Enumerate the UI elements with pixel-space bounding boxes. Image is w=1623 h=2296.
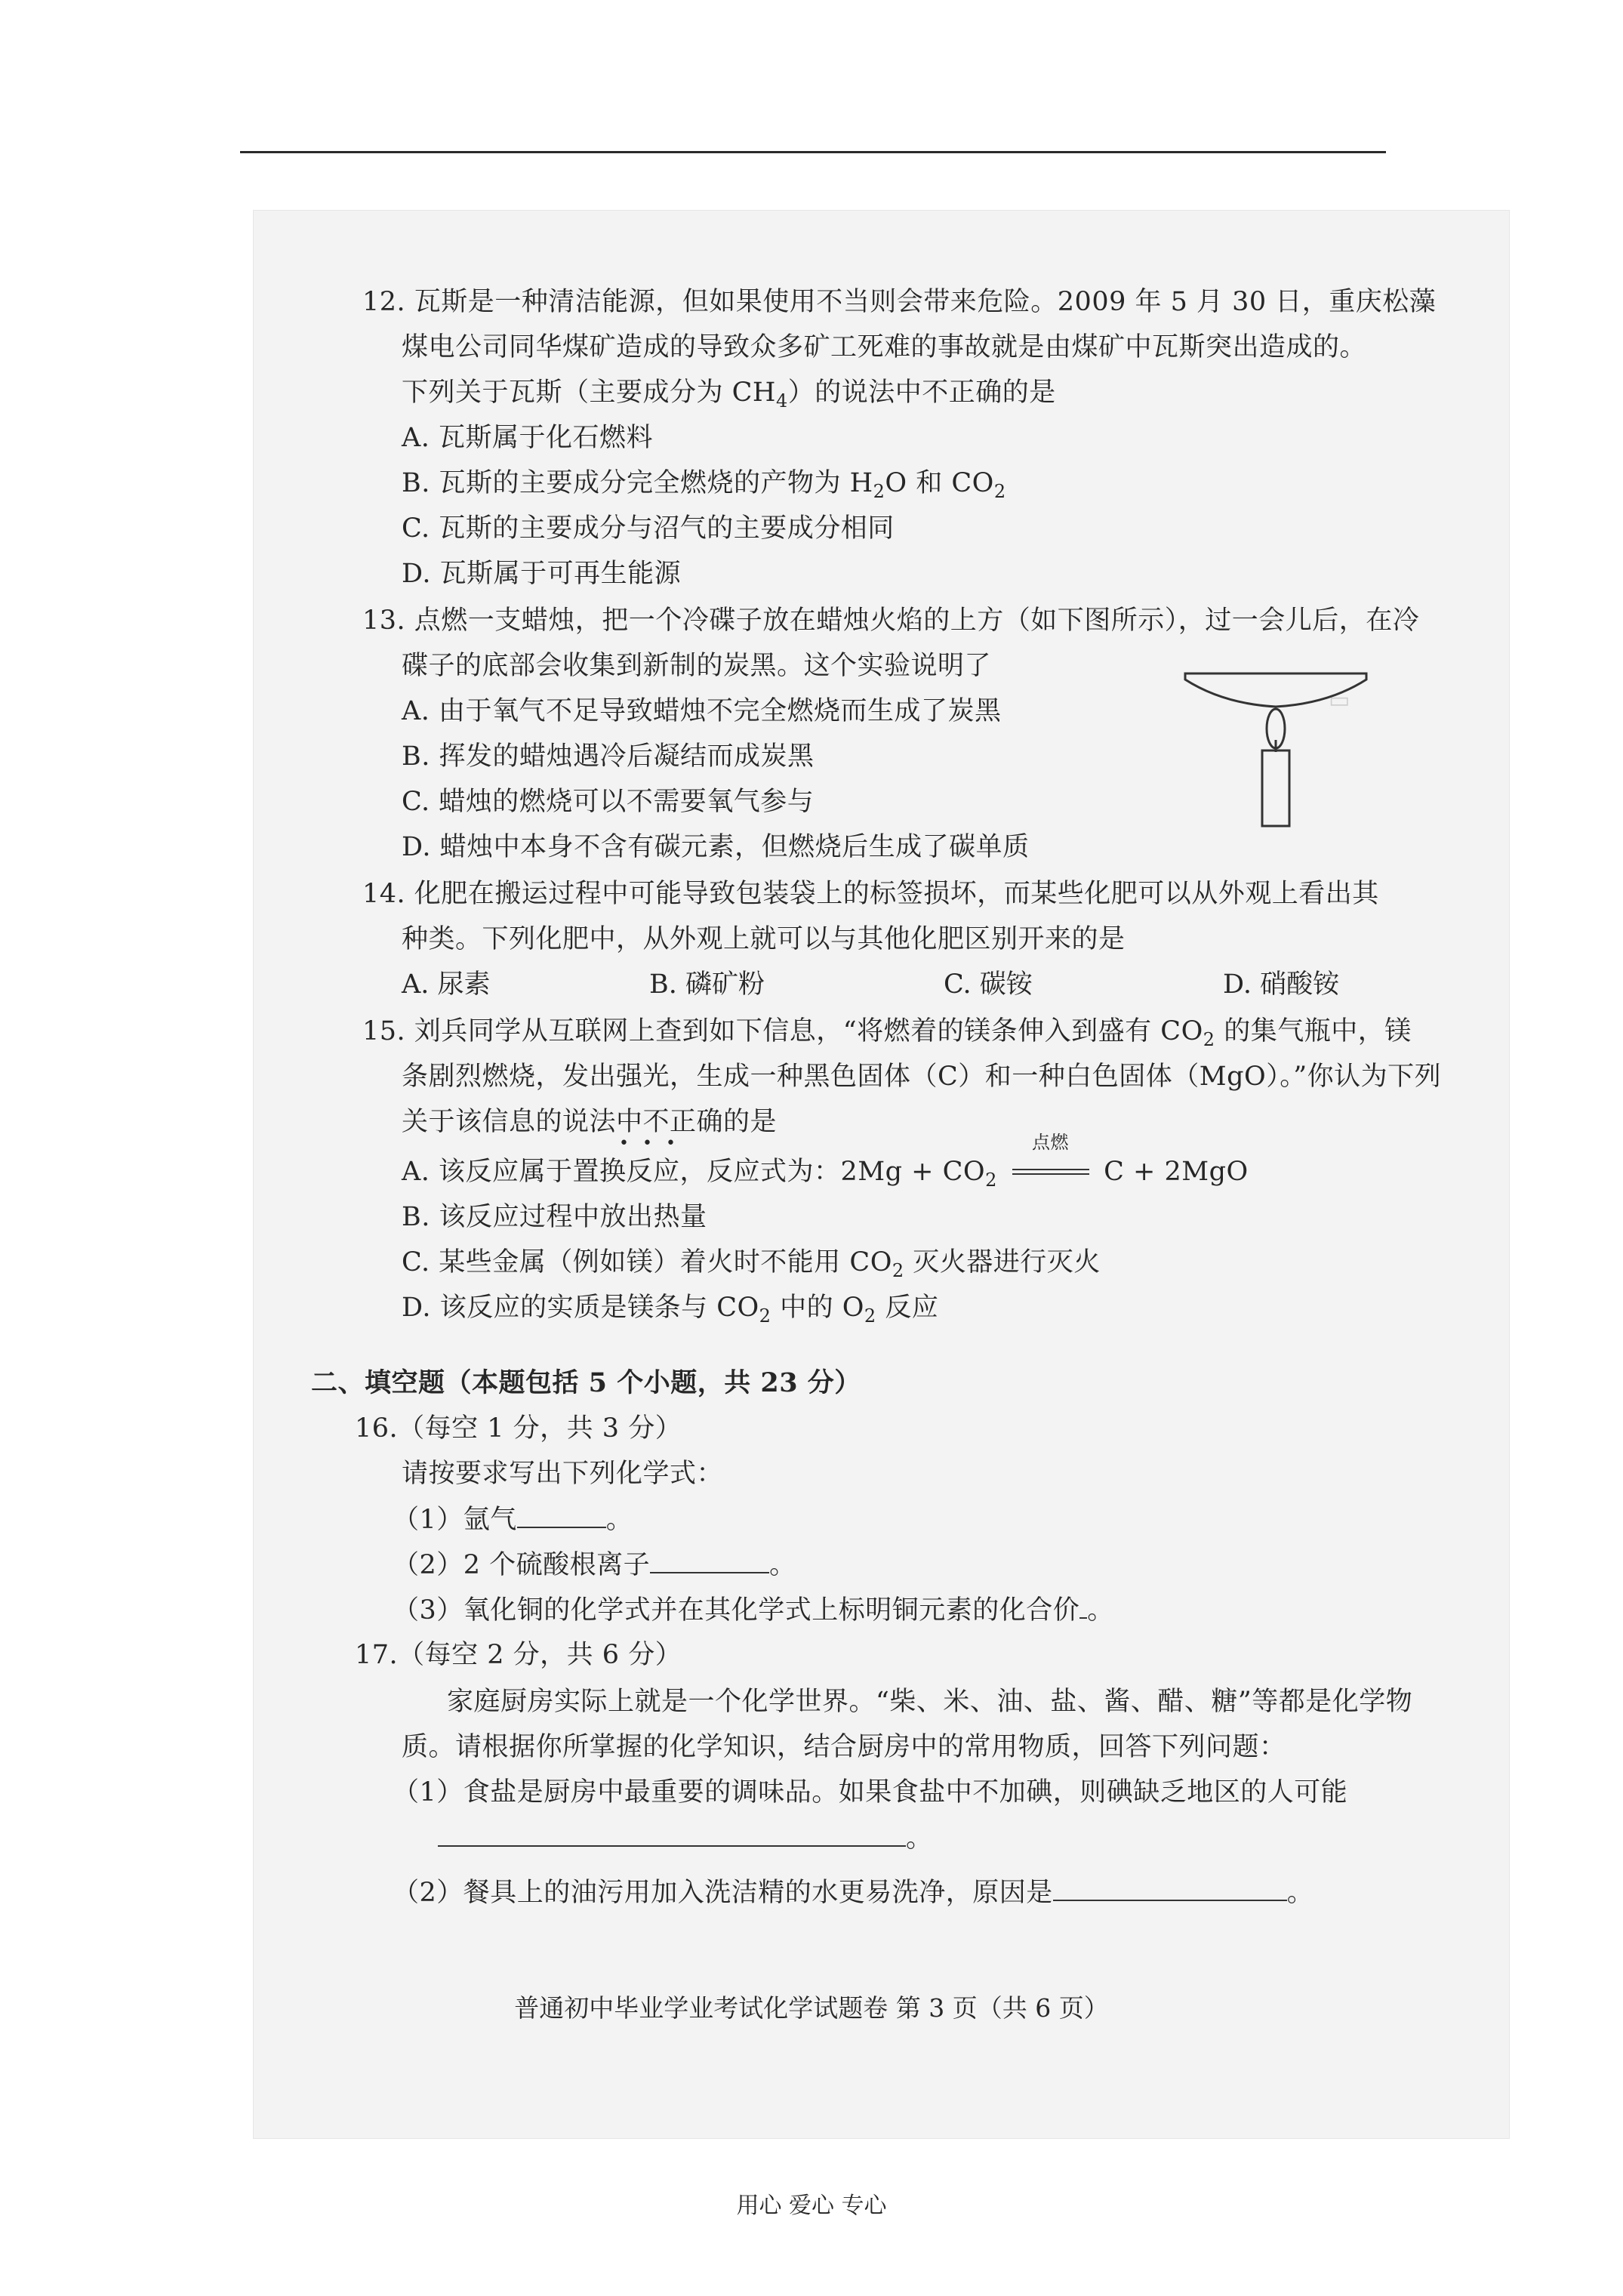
candle-dish-figure: [1178, 657, 1374, 831]
answer-blank[interactable]: [517, 1502, 606, 1528]
q12-line1: 12. 瓦斯是一种清洁能源，但如果使用不当则会带来危险。2009 年 5 月 30 日，重庆松藻: [362, 287, 1437, 317]
q12-option-d: D. 瓦斯属于可再生能源: [402, 559, 682, 589]
q12-option-c: C. 瓦斯的主要成分与沼气的主要成分相同: [402, 513, 895, 544]
q16-part2: （2）2 个硫酸根离子 。: [393, 1548, 796, 1582]
q14-option-b: B. 磷矿粉: [649, 969, 765, 1000]
q17-part2: （2）餐具上的油污用加入洗洁精的水更易洗净，原因是 。: [393, 1875, 1313, 1909]
q15-option-c: C. 某些金属（例如镁）着火时不能用 $CO_2$ 灭火器进行灭火: [402, 1247, 1101, 1281]
candle-body: [1262, 750, 1289, 826]
answer-blank[interactable]: [438, 1821, 906, 1847]
q17-part1-answer: 。: [438, 1821, 933, 1855]
q15-option-a: A. 该反应属于置换反应，反应式为：$2Mg + CO_2$ 点燃 C + 2MgO: [402, 1132, 1249, 1191]
q15-line2: 条剧烈燃烧，发出强光，生成一种黑色固体（C）和一种白色固体（MgO）。”你认为下列: [402, 1062, 1442, 1092]
cold-dish: [1185, 673, 1366, 707]
q12-line2: 煤电公司同华煤矿造成的导致众多矿工死难的事故就是由煤矿中瓦斯突出造成的。: [402, 332, 1367, 362]
q13-line2: 碟子的底部会收集到新制的炭黑。这个实验说明了: [402, 651, 992, 681]
q17-intro2: 质。请根据你所掌握的化学知识，结合厨房中的常用物质，回答下列问题：: [402, 1732, 1286, 1762]
bleed-through: ▭: [1329, 687, 1350, 713]
q15-option-b: B. 该反应过程中放出热量: [402, 1202, 707, 1232]
q17-part1: （1）食盐是厨房中最重要的调味品。如果食盐中不加碘，则碘缺乏地区的人可能: [393, 1777, 1348, 1808]
q17-head: 17.（每空 2 分，共 6 分）: [355, 1640, 682, 1670]
answer-blank[interactable]: [1079, 1593, 1087, 1619]
q12-option-a: A. 瓦斯属于化石燃料: [402, 423, 654, 453]
q14-line2: 种类。下列化肥中，从外观上就可以与其他化肥区别开来的是: [402, 924, 1126, 954]
q13-option-c: C. 蜡烛的燃烧可以不需要氧气参与: [402, 787, 815, 817]
q17-intro1: 家庭厨房实际上就是一个化学世界。“柴、米、油、盐、酱、醋、糖”等都是化学物: [447, 1687, 1413, 1717]
bottom-slogan: 用心 爱心 专心: [736, 2193, 887, 2219]
answer-blank[interactable]: [1053, 1875, 1287, 1901]
q16-head: 16.（每空 1 分，共 3 分）: [355, 1413, 682, 1444]
q16-part1: （1）氩气 。: [393, 1502, 633, 1536]
q15-line3: 关于该信息的说法中不正确的是: [402, 1107, 778, 1137]
q13-option-b: B. 挥发的蜡烛遇冷后凝结而成炭黑: [402, 741, 815, 772]
q12-line3: 下列关于瓦斯（主要成分为 $CH_4$）的说法中不正确的是: [402, 378, 1056, 411]
q16-intro: 请按要求写出下列化学式：: [402, 1459, 724, 1489]
q15-line1: 15. 刘兵同学从互联网上查到如下信息，“将燃着的镁条伸入到盛有 $CO_2$ 的集气瓶中，镁: [362, 1016, 1412, 1050]
reaction-condition: 点燃: [1006, 1155, 1095, 1188]
q14-option-c: C. 碳铵: [944, 969, 1033, 1000]
q13-option-a: A. 由于氧气不足导致蜡烛不完全燃烧而生成了炭黑: [402, 696, 1002, 726]
q15-option-d: D. 该反应的实质是镁条与 $CO_2$ 中的 $O_2$ 反应: [402, 1293, 939, 1327]
q13-line1: 13. 点燃一支蜡烛，把一个冷碟子放在蜡烛火焰的上方（如下图所示），过一会儿后，在冷: [362, 606, 1420, 636]
q14-option-a: A. 尿素: [402, 969, 491, 1000]
q13-option-d: D. 蜡烛中本身不含有碳元素，但燃烧后生成了碳单质: [402, 832, 1030, 862]
q16-part3: （3）氧化铜的化学式并在其化学式上标明铜元素的化合价 。: [393, 1593, 1114, 1627]
emphasis-dots: •••: [619, 1134, 689, 1153]
answer-blank[interactable]: [650, 1548, 769, 1573]
q14-option-d: D. 硝酸铵: [1223, 969, 1340, 1000]
section-title: 二、填空题（本题包括 5 个小题，共 23 分）: [311, 1367, 861, 1398]
page-footer: 普通初中毕业学业考试化学试题卷 第 3 页（共 6 页）: [514, 1993, 1109, 2023]
q14-line1: 14. 化肥在搬运过程中可能导致包装袋上的标签损坏，而某些化肥可以从外观上看出其: [362, 879, 1379, 909]
q12-option-b: B. 瓦斯的主要成分完全燃烧的产物为 $H_2O$ 和 $CO_2$: [402, 468, 1006, 502]
